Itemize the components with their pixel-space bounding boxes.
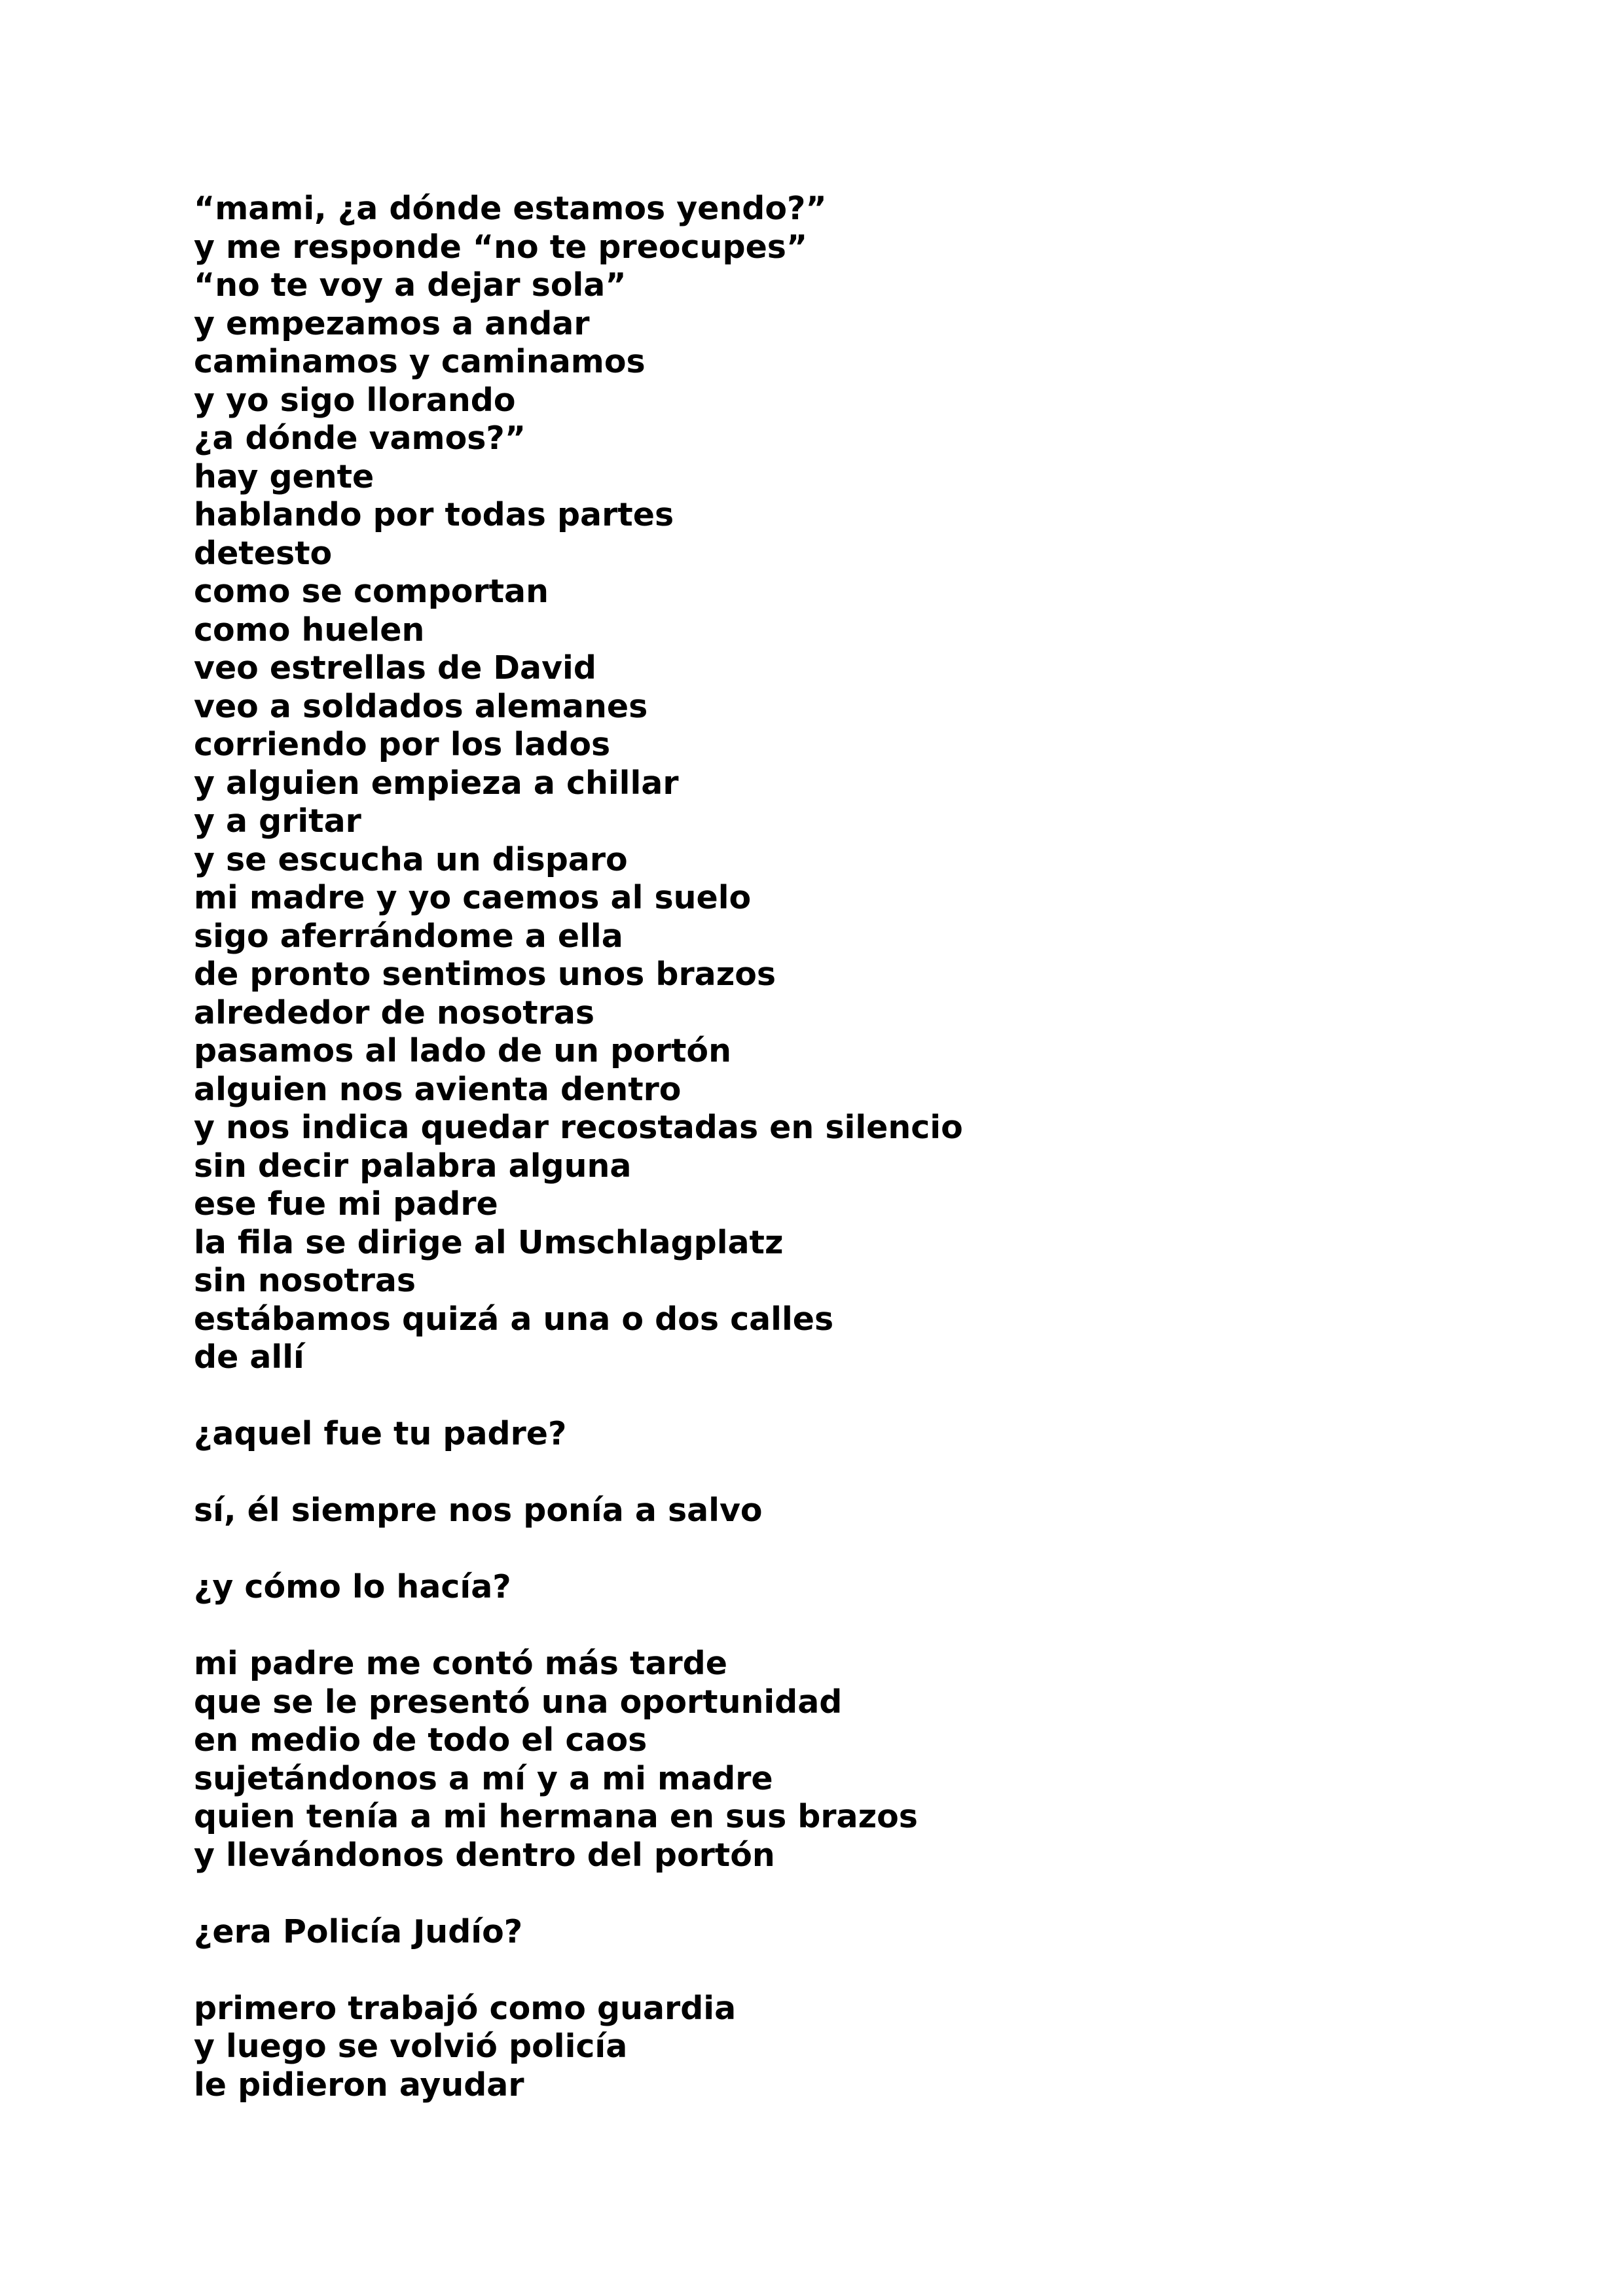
text-line: y me responde “no te preocupes” — [194, 228, 808, 266]
text-line: en medio de todo el caos — [194, 1721, 647, 1759]
text-line: sin nosotras — [194, 1262, 416, 1299]
text-line: corriendo por los lados — [194, 726, 611, 763]
text-line: veo a soldados alemanes — [194, 687, 648, 725]
text-line: como se comportan — [194, 573, 549, 610]
stanza — [194, 1645, 1503, 1874]
text-line: “mami, ¿a dónde estamos yendo?” — [194, 190, 827, 227]
text-line: le pidieron ayudar — [194, 2066, 524, 2104]
text-line: y luego se volvió policía — [194, 2028, 628, 2065]
stanza — [194, 1568, 1503, 1607]
text-line: y empezamos a andar — [194, 304, 590, 342]
text-line: ese fue mi padre — [194, 1185, 498, 1223]
stanza — [194, 1913, 1503, 1952]
stanza — [194, 1415, 1503, 1454]
text-line: y alguien empieza a chillar — [194, 764, 679, 802]
text-line: sin decir palabra alguna — [194, 1147, 632, 1185]
text-line: alrededor de nosotras — [194, 994, 595, 1031]
text-line: y llevándonos dentro del portón — [194, 1836, 775, 1874]
text-line: y yo sigo llorando — [194, 381, 516, 419]
text-line: que se le presentó una oportunidad — [194, 1683, 843, 1721]
text-line: quien tenía a mi hermana en sus brazos — [194, 1798, 918, 1835]
text-line: como huelen — [194, 611, 425, 649]
stanza — [194, 1492, 1503, 1530]
poem-text — [194, 190, 1503, 2104]
text-line: “no te voy a dejar sola” — [194, 266, 627, 304]
text-line: sigo aferrándome a ella — [194, 917, 623, 955]
text-line: sujetándonos a mí y a mi madre — [194, 1759, 773, 1797]
text-line: caminamos y caminamos — [194, 343, 646, 380]
text-line: y a gritar — [194, 802, 361, 840]
stanza — [194, 1990, 1503, 2105]
text-line: ¿era Policía Judío? — [194, 1912, 523, 1950]
text-line: hablando por todas partes — [194, 496, 674, 533]
text-line: veo estrellas de David — [194, 649, 596, 687]
stanza — [194, 190, 1503, 1377]
text-line: pasamos al lado de un portón — [194, 1032, 731, 1069]
text-line: estábamos quizá a una o dos calles — [194, 1300, 834, 1338]
text-line: y se escucha un disparo — [194, 840, 628, 878]
text-line: ¿aquel fue tu padre? — [194, 1415, 567, 1452]
text-line: de pronto sentimos unos brazos — [194, 956, 776, 993]
text-line: ¿y cómo lo hacía? — [194, 1568, 511, 1605]
text-line: la fila se dirige al Umschlagplatz — [194, 1223, 784, 1261]
text-line: primero trabajó como guardia — [194, 1989, 737, 2027]
text-line: ¿a dónde vamos?” — [194, 420, 526, 457]
text-line: hay gente — [194, 457, 374, 495]
text-line: y nos indica quedar recostadas en silencio — [194, 1109, 963, 1146]
text-line: de allí — [194, 1338, 304, 1376]
text-line: detesto — [194, 534, 333, 572]
text-line: alguien nos avienta dentro — [194, 1070, 682, 1108]
text-line: mi madre y yo caemos al suelo — [194, 879, 752, 916]
text-line: sí, él siempre nos ponía a salvo — [194, 1492, 763, 1529]
text-line: mi padre me contó más tarde — [194, 1645, 727, 1682]
